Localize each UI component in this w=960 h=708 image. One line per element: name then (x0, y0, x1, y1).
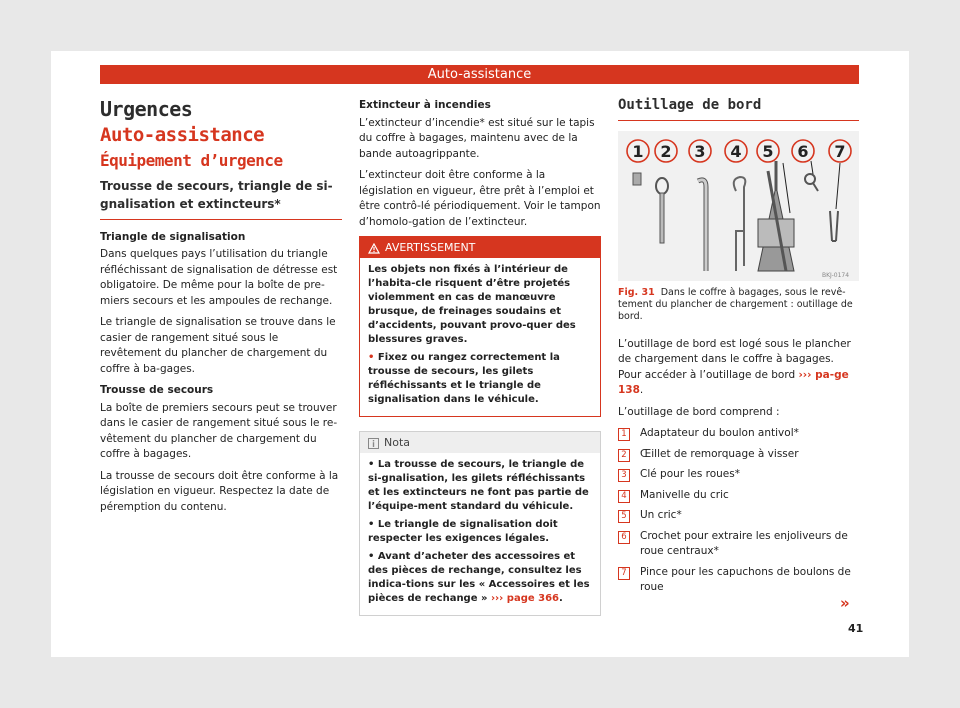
kit-paragraph-2: La trousse de secours doit être conforme à la législation en vigueur. Respectez la date de péremption du contenu. (100, 469, 339, 513)
info-icon (368, 438, 379, 449)
tools-paragraph-1 (618, 337, 859, 399)
note-box (359, 431, 601, 616)
page-number: 41 (848, 622, 864, 635)
column-3 (618, 98, 859, 601)
figure-code: BKJ-0174 (822, 271, 850, 279)
tools-list-item (618, 529, 859, 560)
kit-paragraph-1: La boîte de premiers secours peut se trouver dans le casier de rangement situé sous le re-vêtement du plancher de chargement du coffre à bagages. (100, 401, 338, 460)
tools-list-item (618, 426, 859, 442)
running-header: Auto-assistance (100, 65, 859, 84)
item-number-badge: 6 (618, 531, 630, 544)
onboard-tools-title: Outillage de bord (618, 98, 859, 121)
item-text: Clé pour les roues* (640, 468, 740, 480)
page-366-link[interactable]: ››› page 366 (490, 593, 559, 604)
tools-list-item (618, 447, 859, 463)
extinguisher-heading: Extincteur à incendies (359, 99, 491, 111)
note-bullet-1: • La trousse de secours, le triangle de si-gnalisation, les gilets réfléchissants et les extincteurs ne font pas partie de l’équipe-ment standard du véhicule. (368, 459, 589, 512)
note-bullet-3-text: Avant d’acheter des accessoires et des pièces de rechange, consultez les indica-tions sur les « Accessoires et les pièces de rechange » (368, 551, 590, 604)
warning-bullet-text: Fixez ou rangez correctement la trousse de secours, les gilets réfléchissants et le triangle de signalisation dans le véhicule. (368, 352, 560, 405)
extinguisher-paragraph-2: L’extincteur doit être conforme à la législation en vigueur, être prêt à l’emploi et être contrô-lé périodiquement. Voir le tampon d’homolo-gation de l’extincteur. (359, 169, 601, 228)
item-text: Manivelle du cric (640, 488, 729, 501)
note-bullet-2-text: Le triangle de signalisation doit respecter les exigences légales. (368, 519, 558, 544)
topic-heading: Trousse de secours, triangle de si-gnalisation et extincteurs* (100, 177, 342, 220)
item-text: Un cric* (640, 509, 682, 521)
note-title: Nota (384, 436, 411, 449)
tools-list-item (618, 467, 859, 483)
continue-mark: » (840, 594, 850, 612)
note-bullet-3: • Avant d’acheter des accessoires et des pièces de rechange, consultez les indica-tions sur les « Accessoires et les pièces de rechange » ››› page 366. (368, 551, 590, 604)
tools-paragraph-2: L’outillage de bord comprend : (618, 405, 780, 418)
item-number-badge: 1 (618, 428, 630, 441)
bullet-icon: • (368, 352, 378, 363)
callout-number-7: 7 (834, 141, 846, 161)
note-bullet-2: • Le triangle de signalisation doit respecter les exigences légales. (368, 519, 558, 544)
item-number-badge: 3 (618, 469, 630, 482)
warning-bullet (368, 351, 592, 407)
note-bullet-3-end: . (558, 593, 563, 604)
note-bullet-1-text: La trousse de secours, le triangle de si-gnalisation, les gilets réfléchissants et les extincteurs ne font pas partie de l’équipe-ment standard du véhicule. (368, 459, 589, 512)
section-title: Auto-assistance (100, 123, 265, 146)
tools-figure (618, 131, 859, 281)
column-1 (100, 98, 342, 521)
item-number-badge: 7 (618, 567, 630, 580)
warning-box (359, 236, 601, 417)
item-number-badge: 4 (618, 490, 630, 503)
tools-illustration (618, 131, 859, 281)
callout-number-3: 3 (694, 141, 706, 161)
chapter-title: Urgences (100, 97, 193, 121)
tools-paragraph-1-text: L’outillage de bord est logé sous le plancher de chargement dans le coffre à bagages. Pour accéder à l’outillage de bord (618, 337, 851, 381)
figure-caption-text: Dans le coffre à bagages, sous le revê-tement du plancher de chargement : outillage de bord. (618, 286, 853, 322)
warning-body (360, 258, 600, 416)
note-body (360, 453, 600, 615)
note-header (360, 432, 600, 453)
subsection-title: Équipement d’urgence (100, 151, 283, 170)
item-number-badge: 5 (618, 510, 630, 523)
item-text: Œillet de remorquage à visser (640, 447, 799, 460)
item-text: Adaptateur du boulon antivol* (640, 427, 799, 439)
extinguisher-paragraph-1: L’extincteur d’incendie* est situé sur le tapis du coffre à bagages, maintenu avec de la bande autoagrippante. (359, 116, 595, 160)
tools-list-item (618, 488, 859, 504)
tools-list-item (618, 508, 859, 524)
triangle-heading: Triangle de signalisation (100, 230, 246, 243)
warning-triangle-icon (368, 243, 380, 254)
item-text: Crochet pour extraire les enjoliveurs de roue centraux* (640, 529, 848, 557)
warning-header (360, 237, 600, 258)
tools-paragraph-1-end: . (639, 384, 644, 396)
callout-number-5: 5 (762, 141, 774, 161)
figure-label: Fig. 31 (618, 286, 655, 298)
warning-text: Les objets non fixés à l’intérieur de l’habita-cle risquent d’être projetés violemment en cas de manœuvre brusque, de freinages soudains et d’accidents, pouvant provo-quer des blessures graves. (368, 264, 576, 345)
kit-heading: Trousse de secours (100, 384, 214, 396)
column-2 (359, 98, 601, 626)
callout-number-2: 2 (660, 141, 672, 161)
triangle-paragraph-1: Dans quelques pays l’utilisation du triangle réfléchissant de signalisation de détresse est obligatoire. De même pour la boîte de pre-miers secours et les ampoules de rechange. (100, 248, 338, 307)
callout-number-6: 6 (797, 141, 809, 161)
item-text: Pince pour les capuchons de boulons de roue (640, 565, 851, 593)
tools-list-item (618, 565, 859, 596)
tools-list (618, 426, 859, 596)
triangle-paragraph-2: Le triangle de signalisation se trouve dans le casier de rangement situé sous le revêtement du plancher de chargement du coffre à ba-gages. (100, 316, 336, 375)
warning-title: AVERTISSEMENT (385, 241, 476, 254)
callout-number-4: 4 (730, 141, 742, 161)
page-138-link[interactable]: ››› pa-ge 138 (618, 368, 849, 396)
item-number-badge: 2 (618, 449, 630, 462)
figure-caption (618, 287, 859, 323)
callout-number-1: 1 (632, 141, 644, 161)
